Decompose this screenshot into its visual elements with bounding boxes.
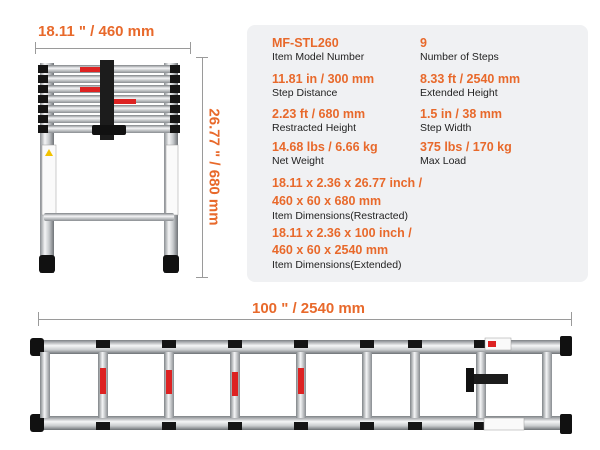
spec-steps-label: Number of Steps <box>420 51 499 63</box>
height-dim-tick-bottom <box>196 277 208 278</box>
spec-steps-value: 9 <box>420 36 427 50</box>
dim-retracted-line1: 18.11 x 2.36 x 26.77 inch / <box>272 176 423 190</box>
spec-dimensions-extended <box>272 225 412 272</box>
spec-step-distance <box>272 72 374 100</box>
extended-ladder-image <box>30 332 575 440</box>
dim-extended-line2: 460 x 60 x 2540 mm <box>272 243 389 257</box>
length-dim-line <box>38 319 572 320</box>
dim-retracted-line2: 460 x 60 x 680 mm <box>272 194 382 208</box>
length-dimension-label: 100 " / 2540 mm <box>252 300 366 317</box>
spec-step-distance-label: Step Distance <box>272 87 338 99</box>
dim-extended-label: Item Dimensions(Extended) <box>272 259 402 271</box>
spec-max-load <box>420 140 512 168</box>
spec-net-weight <box>272 140 378 168</box>
spec-step-width-value: 1.5 in / 38 mm <box>420 107 502 121</box>
spec-model-label: Item Model Number <box>272 51 365 63</box>
width-dim-line <box>35 48 191 49</box>
spec-step-width-label: Step Width <box>420 122 472 134</box>
spec-retracted-height <box>272 107 365 135</box>
spec-steps <box>420 36 499 64</box>
spec-net-weight-value: 14.68 lbs / 6.66 kg <box>272 140 378 154</box>
spec-extended-height-label: Extended Height <box>420 87 498 99</box>
folded-ladder-image <box>30 55 190 285</box>
spec-step-distance-value: 11.81 in / 300 mm <box>272 72 375 86</box>
spec-net-weight-label: Net Weight <box>272 155 324 167</box>
spec-dimensions-retracted <box>272 174 422 223</box>
spec-retracted-height-value: 2.23 ft / 680 mm <box>272 107 366 121</box>
spec-extended-height <box>420 72 520 100</box>
width-dimension-label: 18.11 " / 460 mm <box>38 23 155 40</box>
dim-extended-line1: 18.11 x 2.36 x 100 inch / <box>272 226 412 240</box>
dim-retracted-label: Item Dimensions(Restracted) <box>272 210 408 222</box>
spec-model-value: MF-STL260 <box>272 36 339 50</box>
spec-retracted-height-label: Restracted Height <box>272 122 357 134</box>
spec-max-load-label: Max Load <box>420 155 467 167</box>
spec-max-load-value: 375 lbs / 170 kg <box>420 140 512 154</box>
spec-extended-height-value: 8.33 ft / 2540 mm <box>420 72 521 86</box>
height-dimension-label: 26.77 " / 680 mm <box>205 108 223 226</box>
height-dim-line <box>202 57 203 277</box>
spec-model <box>272 36 364 64</box>
spec-step-width <box>420 107 502 135</box>
